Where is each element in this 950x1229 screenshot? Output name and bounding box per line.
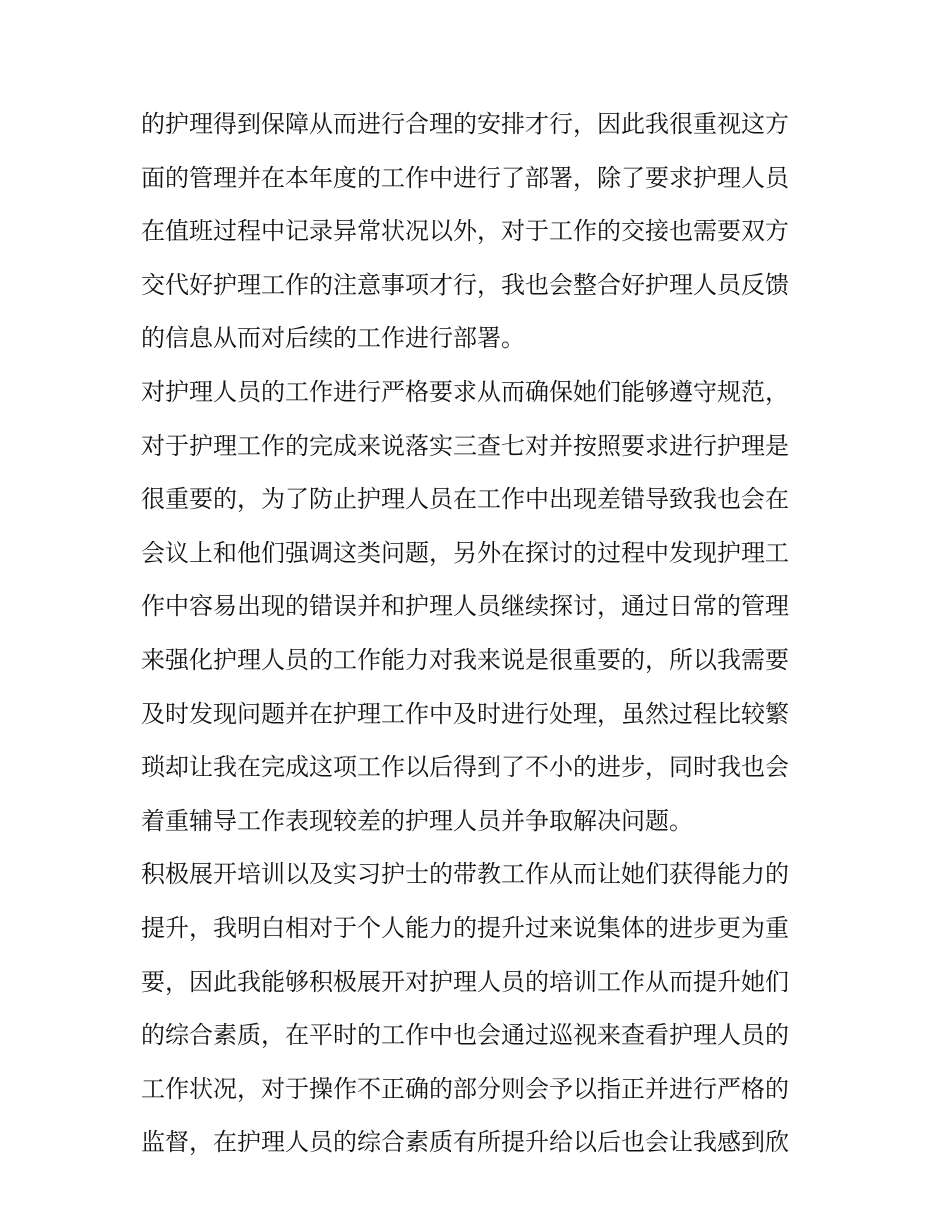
- text-line: 的信息从而对后续的工作进行部署。: [141, 324, 525, 353]
- text-line: 监督，在护理人员的综合素质有所提升给以后也会让我感到欣: [141, 1128, 789, 1157]
- text-line: 对于护理工作的完成来说落实三查七对并按照要求进行护理是: [141, 431, 789, 460]
- text-line: 会议上和他们强调这类问题，另外在探讨的过程中发现护理工: [141, 538, 789, 567]
- text-line: 面的管理并在本年度的工作中进行了部署，除了要求护理人员: [141, 163, 789, 192]
- body-text: [141, 98, 821, 1170]
- text-line: 要，因此我能够积极展开对护理人员的培训工作从而提升她们: [141, 967, 789, 996]
- text-line: 很重要的，为了防止护理人员在工作中出现差错导致我也会在: [141, 485, 789, 514]
- text-line: 的护理得到保障从而进行合理的安排才行，因此我很重视这方: [141, 110, 789, 138]
- text-line: 提升，我明白相对于个人能力的提升过来说集体的进步更为重: [141, 913, 789, 942]
- text-line: 及时发现问题并在护理工作中及时进行处理，虽然过程比较繁: [141, 699, 789, 728]
- text-line: 来强化护理人员的工作能力对我来说是很重要的，所以我需要: [141, 645, 789, 674]
- text-line: 在值班过程中记录异常状况以外，对于工作的交接也需要双方: [141, 217, 789, 246]
- text-line: 对护理人员的工作进行严格要求从而确保她们能够遵守规范，: [141, 377, 789, 406]
- text-line: 的综合素质，在平时的工作中也会通过巡视来查看护理人员的: [141, 1021, 789, 1050]
- text-line: 作中容易出现的错误并和护理人员继续探讨，通过日常的管理: [141, 592, 789, 621]
- text-line: 交代好护理工作的注意事项才行，我也会整合好护理人员反馈: [141, 270, 789, 299]
- text-line: 着重辅导工作表现较差的护理人员并争取解决问题。: [141, 806, 693, 835]
- text-line: 积极展开培训以及实习护士的带教工作从而让她们获得能力的: [141, 860, 789, 889]
- text-line: 工作状况，对于操作不正确的部分则会予以指正并进行严格的: [141, 1074, 789, 1103]
- text-line: 琐却让我在完成这项工作以后得到了不小的进步，同时我也会: [141, 753, 789, 782]
